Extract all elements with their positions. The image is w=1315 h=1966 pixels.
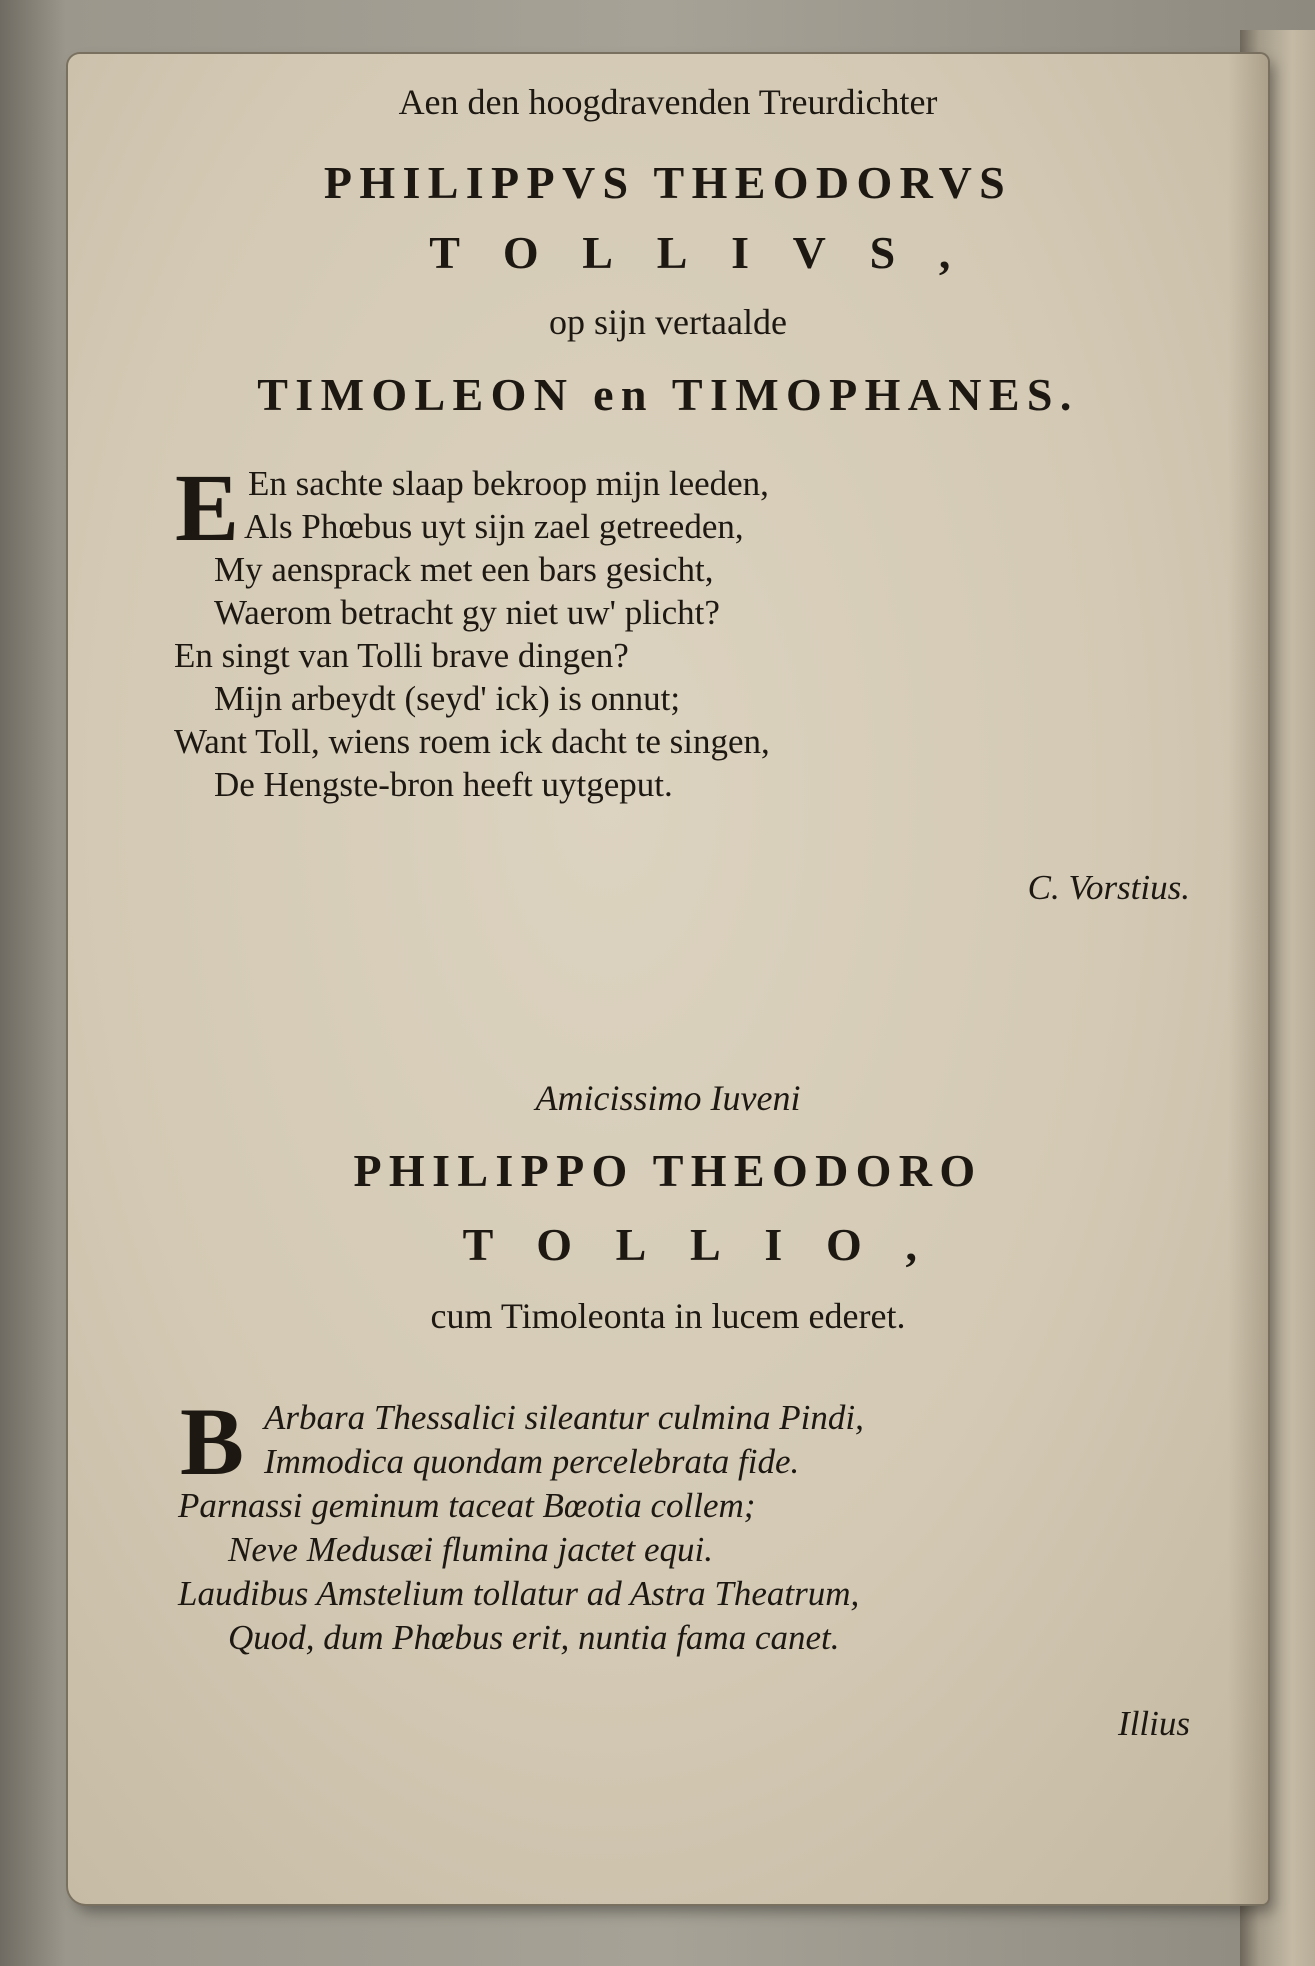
dedicatee-surname-1: TOLLIVS, — [429, 227, 995, 278]
play-title: TIMOLEON en TIMOPHANES. — [257, 369, 1079, 420]
poem2-line: Quod, dum Phœbus erit, nuntia fama canet. — [228, 1618, 840, 1657]
subject-line-1: op sijn vertaalde — [549, 302, 787, 342]
poem2-line: Arbara Thessalici sileantur culmina Pindi, — [264, 1398, 864, 1437]
drop-cap-1: E — [175, 454, 240, 561]
poem1-line: En sachte slaap bekroop mijn leeden, — [248, 464, 769, 503]
poem1-line: Want Toll, wiens roem ick dacht te singen, — [174, 722, 770, 761]
poem2-line: Laudibus Amstelium tollatur ad Astra Theatrum, — [178, 1574, 860, 1613]
dedicatee-name-1: PHILIPPVS THEODORVS — [323, 157, 1013, 208]
poem2-line: Immodica quondam percelebrata fide. — [264, 1442, 800, 1481]
signature-author: C. Vorstius. — [1027, 868, 1190, 907]
poem2-line: Parnassi geminum taceat Bœotia collem; — [178, 1486, 756, 1525]
poem1-line: Waerom betracht gy niet uw' plicht? — [214, 593, 720, 632]
dedication-heading-1: Aen den hoogdravenden Treurdichter — [398, 82, 938, 122]
poem1-line: My aensprack met een bars gesicht, — [214, 550, 714, 589]
dedicatee-name-2: PHILIPPO THEODORO — [353, 1145, 983, 1196]
drop-cap-2: B — [180, 1388, 245, 1495]
poem1-line: En singt van Tolli brave dingen? — [174, 636, 629, 675]
book-page — [68, 54, 1268, 1904]
catchword: Illius — [1118, 1704, 1190, 1743]
poem2-line: Neve Medusæi flumina jactet equi. — [228, 1530, 714, 1569]
subject-line-2: cum Timoleonta in lucem ederet. — [430, 1296, 906, 1336]
poem1-line: Als Phœbus uyt sijn zael getreeden, — [244, 507, 744, 546]
dedicatee-surname-2: TOLLIO, — [462, 1219, 961, 1270]
dedication-heading-2: Amicissimo Iuveni — [535, 1078, 801, 1118]
poem1-line: Mijn arbeydt (seyd' ick) is onnut; — [214, 679, 681, 718]
poem1-line: De Hengste-bron heeft uytgeput. — [214, 765, 673, 804]
